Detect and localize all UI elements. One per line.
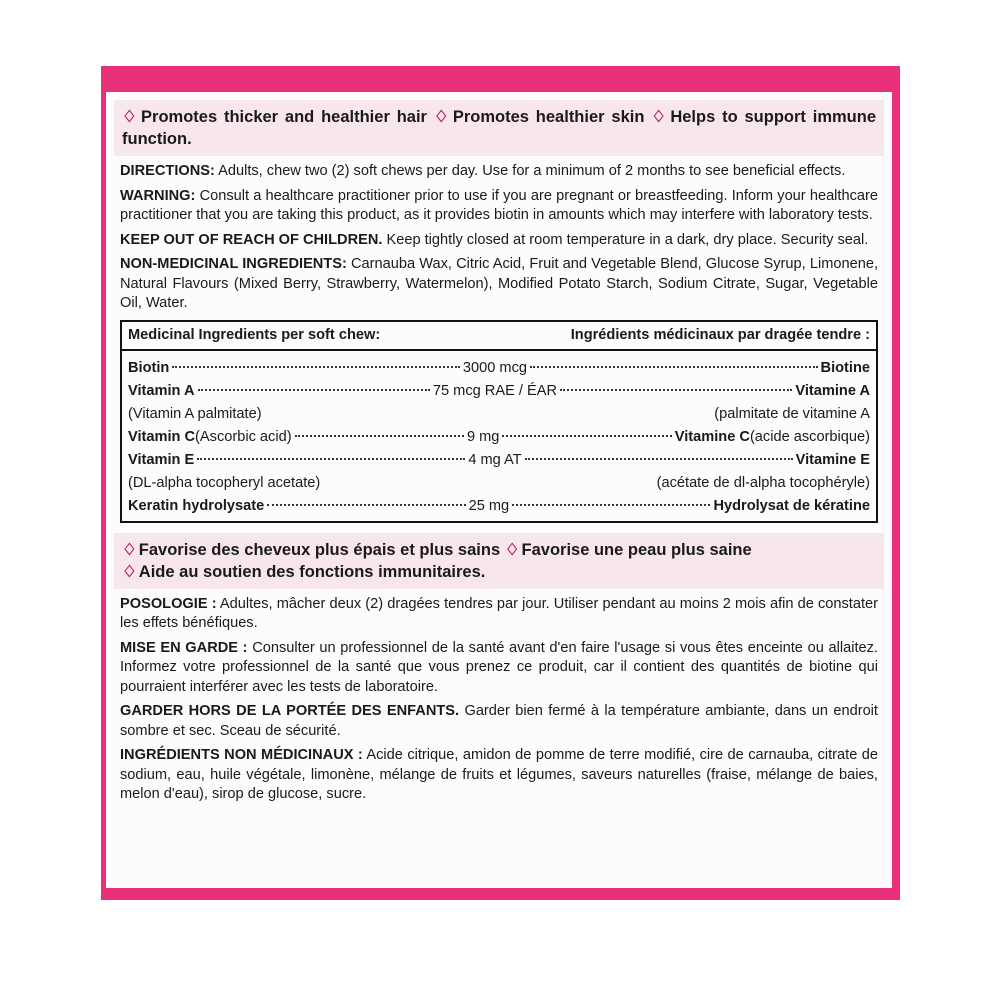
claims-french <box>114 533 884 589</box>
directions-paragraph <box>120 162 878 182</box>
label-border <box>101 66 900 900</box>
table-row: Vitamin E 4 mg AT Vitamine E <box>128 451 870 468</box>
claim-skin: Promotes healthier skin <box>452 108 645 126</box>
posologie-paragraph <box>120 595 878 634</box>
diamond-icon: ♢ <box>651 108 669 126</box>
claim-skin-fr: Favorise une peau plus saine <box>521 540 752 559</box>
diamond-icon: ♢ <box>433 108 451 126</box>
claims-english <box>114 100 884 156</box>
garder-text: Garder bien fermé à la température ambiante, dans un endroit sombre et sec. Sceau de sécurité. <box>120 703 878 739</box>
claim-immune-fr: Aide au soutien des fonctions immunitaires. <box>138 562 486 581</box>
label-panel <box>106 92 892 888</box>
directions-text: Adults, chew two (2) soft chews per day. Use for a minimum of 2 months to see beneficial effects. <box>214 163 846 179</box>
table-subrow: (DL-alpha tocopheryl acetate) (acétate de dl-alpha tocophéryle) <box>128 474 870 491</box>
warning-label: WARNING: <box>120 187 196 204</box>
table-row: Vitamin C (Ascorbic acid) 9 mg Vitamine C (acide ascorbique) <box>128 428 870 445</box>
garder-paragraph <box>120 702 878 741</box>
posologie-text: Adultes, mâcher deux (2) dragées tendres par jour. Utiliser pendant au moins 2 mois afin de constater les effets bénéfiques. <box>120 595 878 631</box>
keep-out-label: KEEP OUT OF REACH OF CHILDREN. <box>120 231 383 248</box>
diamond-icon: ♢ <box>504 540 520 559</box>
table-header-fr: Ingrédients médicinaux par dragée tendre : <box>468 321 877 350</box>
diamond-icon: ♢ <box>122 562 137 581</box>
medicinal-ingredients-table <box>120 320 878 523</box>
mise-en-garde-paragraph <box>120 639 878 698</box>
claim-hair-fr: Favorise des cheveux plus épais et plus sains <box>138 540 501 559</box>
non-medicinal-text: Carnauba Wax, Citric Acid, Fruit and Vegetable Blend, Glucose Syrup, Limonene, Natural Flavours (Mixed Berry, Strawberry, Watermelon), Modified Potato Starch, Sodium Citrate, Sugar, Vegetable Oil, Water. <box>120 256 878 311</box>
mise-en-garde-label: MISE EN GARDE : <box>120 639 248 656</box>
ingredients-non-med-label: INGRÉDIENTS NON MÉDICINAUX : <box>120 747 363 763</box>
mise-en-garde-text: Consulter un professionnel de la santé avant d'en faire l'usage si vous êtes enceinte ou allaitez. Informez votre professionnel de la santé que vous prenez ce produit, car il contient des quantités de biotine qui pourraient interférer avec les tests de laboratoire. <box>120 639 878 695</box>
posologie-label: POSOLOGIE : <box>120 595 217 612</box>
table-header-en: Medicinal Ingredients per soft chew: <box>121 321 468 350</box>
ingredients-non-med-paragraph <box>120 746 878 805</box>
table-subrow: (Vitamin A palmitate) (palmitate de vitamine A <box>128 405 870 422</box>
diamond-icon: ♢ <box>122 540 137 559</box>
claim-immune: Helps to support immune function. <box>122 108 876 148</box>
warning-paragraph <box>120 187 878 226</box>
garder-label: GARDER HORS DE LA PORTÉE DES ENFANTS. <box>120 703 460 719</box>
table-row: Vitamin A 75 mcg RAE / ÉAR Vitamine A <box>128 382 870 399</box>
non-medicinal-label: NON-MEDICINAL INGREDIENTS: <box>120 256 347 272</box>
non-medicinal-paragraph <box>120 255 878 314</box>
table-row: Biotin 3000 mcg Biotine <box>128 359 870 376</box>
keep-out-paragraph <box>120 231 878 251</box>
warning-text: Consult a healthcare practitioner prior to use if you are pregnant or breastfeeding. Inform your healthcare practitioner that you are taking this product, as it provides biotin in amounts which may interfere with laboratory tests. <box>120 187 878 223</box>
keep-out-text: Keep tightly closed at room temperature in a dark, dry place. Security seal. <box>382 231 869 248</box>
claim-hair: Promotes thicker and healthier hair <box>141 108 427 126</box>
diamond-icon: ♢ <box>122 108 140 126</box>
ingredients-non-med-text: Acide citrique, amidon de pomme de terre modifié, cire de carnauba, citrate de sodium, eau, huile végétale, limonène, mélange de fruits et légumes, saveurs naturelles (fraise, mélange de baies, melon d'eau), sirop de glucose, sucre. <box>120 747 878 802</box>
table-row: Keratin hydrolysate 25 mg Hydrolysat de kératine <box>128 497 870 514</box>
directions-label: DIRECTIONS: <box>120 163 215 179</box>
